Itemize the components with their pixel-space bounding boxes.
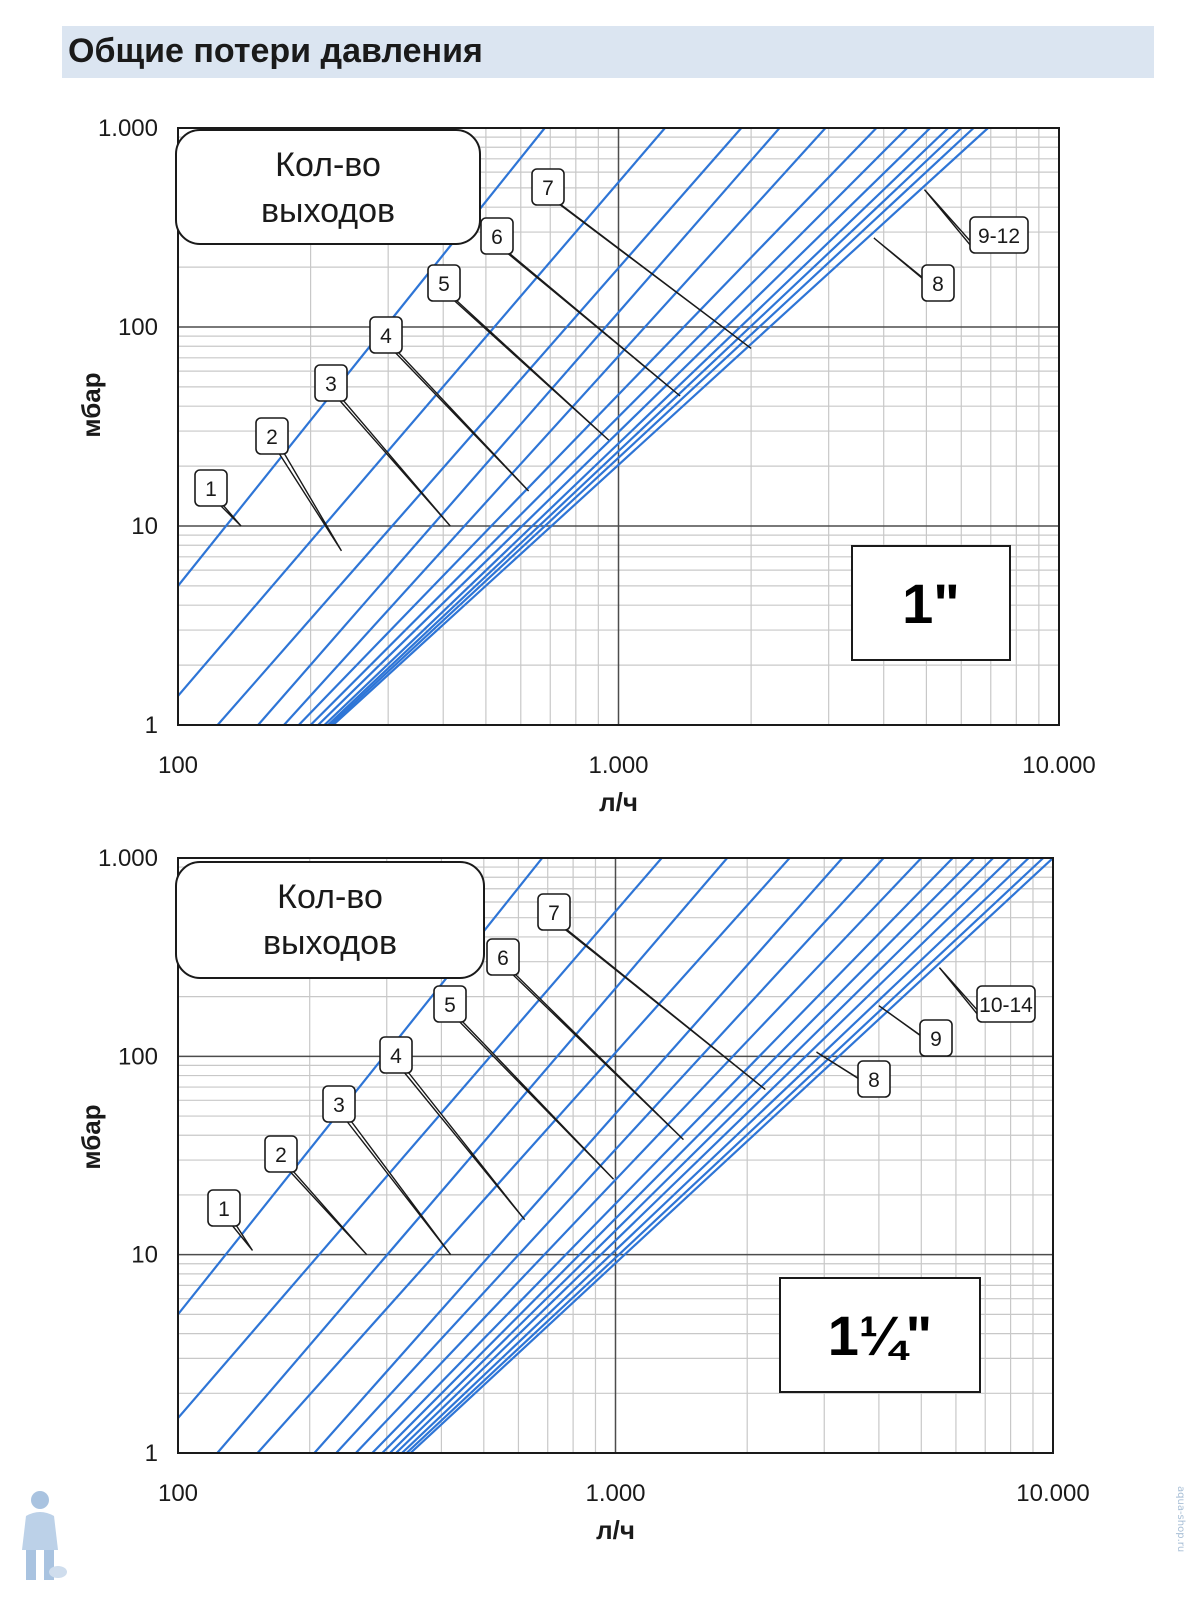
callout-label-7: 7	[542, 177, 554, 200]
y-axis-label: мбар	[76, 1104, 106, 1170]
callout-label-6: 6	[497, 947, 509, 970]
callout-label-9: 9	[930, 1028, 942, 1051]
callout-label-1: 1	[218, 1198, 230, 1221]
callout-pointer-5	[453, 1015, 614, 1179]
callout-label-8: 8	[932, 273, 944, 296]
callout-pointer-7	[557, 923, 765, 1090]
x-tick-label: 100	[157, 752, 199, 779]
y-tick-label: 1	[144, 712, 158, 739]
callout-pointer-3	[342, 1115, 451, 1255]
y-tick-label: 10	[131, 513, 158, 540]
y-tick-label: 1.000	[97, 115, 158, 142]
legend-title-line-2: выходов	[260, 192, 396, 230]
x-axis-label: л/ч	[596, 1515, 635, 1545]
callout-pointer-3	[334, 394, 450, 526]
legend-title-line-2: выходов	[262, 924, 398, 962]
y-tick-label: 1.000	[97, 845, 158, 872]
callout-label-9-12: 9-12	[977, 225, 1021, 248]
y-tick-label: 100	[117, 1043, 158, 1071]
callout-label-5: 5	[444, 994, 456, 1017]
pipe-size-label: 1¼"	[827, 1304, 933, 1367]
page-title: Общие потери давления	[68, 32, 483, 70]
plumber-watermark-icon	[12, 1488, 68, 1588]
callout-label-8: 8	[868, 1069, 880, 1092]
y-tick-label: 1	[144, 1440, 158, 1467]
x-tick-label: 10.000	[1016, 1480, 1090, 1507]
callout-pointer-6	[506, 968, 683, 1140]
callout-label-1: 1	[205, 478, 217, 501]
x-tick-label: 1.000	[588, 752, 649, 779]
callout-label-5: 5	[438, 273, 450, 296]
callout-label-2: 2	[275, 1144, 287, 1167]
callout-pointer-7	[551, 198, 751, 348]
pipe-size-label: 1"	[902, 572, 960, 635]
legend-title-line-1: Кол-во	[277, 878, 383, 916]
callout-label-4: 4	[390, 1045, 402, 1068]
x-tick-label: 100	[157, 1480, 199, 1507]
y-tick-label: 100	[117, 314, 158, 341]
x-tick-label: 1.000	[585, 1480, 646, 1507]
pressure-loss-chart-1-1-4-inch	[0, 820, 1200, 1600]
y-tick-label: 10	[131, 1241, 158, 1269]
callout-label-6: 6	[491, 226, 503, 249]
callout-label-2: 2	[266, 426, 278, 449]
legend-title-line-1: Кол-во	[275, 146, 381, 184]
callout-label-4: 4	[380, 325, 392, 348]
callout-pointer-2	[284, 1165, 367, 1255]
callout-label-10-14: 10-14	[979, 994, 1033, 1017]
callout-label-7: 7	[548, 902, 560, 925]
callout-label-3: 3	[333, 1094, 345, 1117]
callout-label-3: 3	[325, 373, 337, 396]
y-axis-label: мбар	[76, 372, 106, 438]
side-watermark-text: aqua-shop.ru	[1175, 1486, 1186, 1553]
x-tick-label: 10.000	[1022, 752, 1096, 779]
x-axis-label: л/ч	[599, 787, 638, 817]
